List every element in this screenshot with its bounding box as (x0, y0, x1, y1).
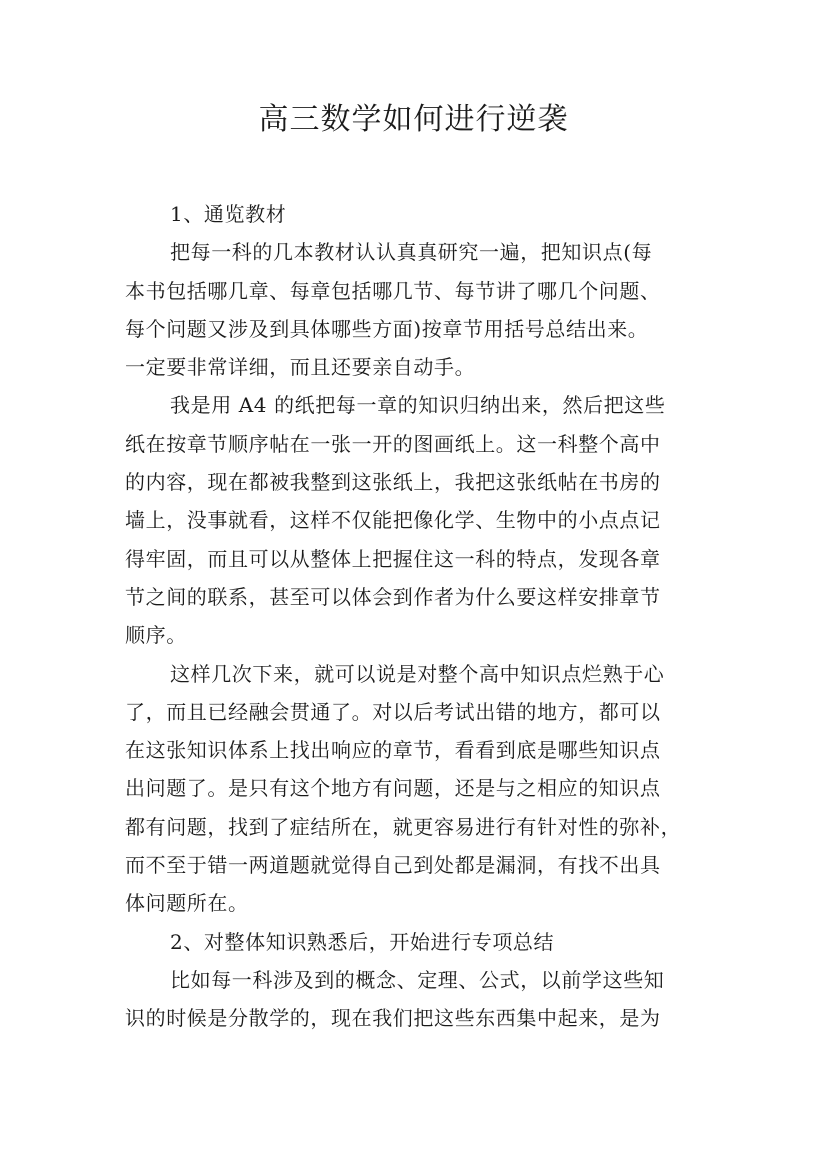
document-title: 高三数学如何进行逆袭 (258, 102, 569, 137)
text-line: 2、对整体知识熟悉后，开始进行专项总结 (170, 929, 555, 954)
text-line: 了，而且已经融会贯通了。对以后考试出错的地方，都可以 (125, 699, 661, 724)
text-line: 1、通览教材 (170, 202, 287, 226)
text-line: 识的时候是分散学的，现在我们把这些东西集中起来，是为 (125, 1006, 661, 1031)
text-line: 把每一科的几本教材认认真真研究一遍，把知识点(每 (170, 240, 653, 265)
text-line: 比如每一科涉及到的概念、定理、公式，以前学这些知 (170, 967, 665, 992)
text-line: 纸在按章节顺序帖在一张一开的图画纸上。这一科整个高中 (125, 431, 661, 456)
text-line: 这样几次下来，就可以说是对整个高中知识点烂熟于心 (170, 661, 665, 686)
text-line: 本书包括哪几章、每章包括哪几节、每节讲了哪几个问题、 (125, 278, 661, 303)
document-body (125, 195, 705, 1038)
text-line: 在这张知识体系上找出响应的章节，看看到底是哪些知识点 (125, 738, 661, 763)
text-line: 一定要非常详细，而且还要亲自动手。 (125, 355, 476, 380)
text-line: 都有问题，找到了症结所在，就更容易进行有针对性的弥补， (125, 814, 682, 839)
text-line: 节之间的联系，甚至可以体会到作者为什么要这样安排章节 (125, 584, 661, 609)
text-line: 体问题所在。 (125, 891, 249, 916)
text-line: 我是用 A4 的纸把每一章的知识归纳出来，然后把这些 (170, 393, 666, 418)
text-line: 的内容，现在都被我整到这张纸上，我把这张纸帖在书房的 (125, 470, 661, 495)
text-line: 得牢固，而且可以从整体上把握住这一科的特点，发现各章 (125, 546, 661, 571)
text-line: 出问题了。是只有这个地方有问题，还是与之相应的知识点 (125, 776, 661, 801)
text-line: 顺序。 (125, 623, 187, 648)
text-line: 每个问题又涉及到具体哪些方面)按章节用括号总结出来。 (125, 316, 649, 341)
text-line: 而不至于错一两道题就觉得自己到处都是漏洞，有找不出具 (125, 853, 661, 878)
text-line: 墙上，没事就看，这样不仅能把像化学、生物中的小点点记 (125, 508, 661, 533)
